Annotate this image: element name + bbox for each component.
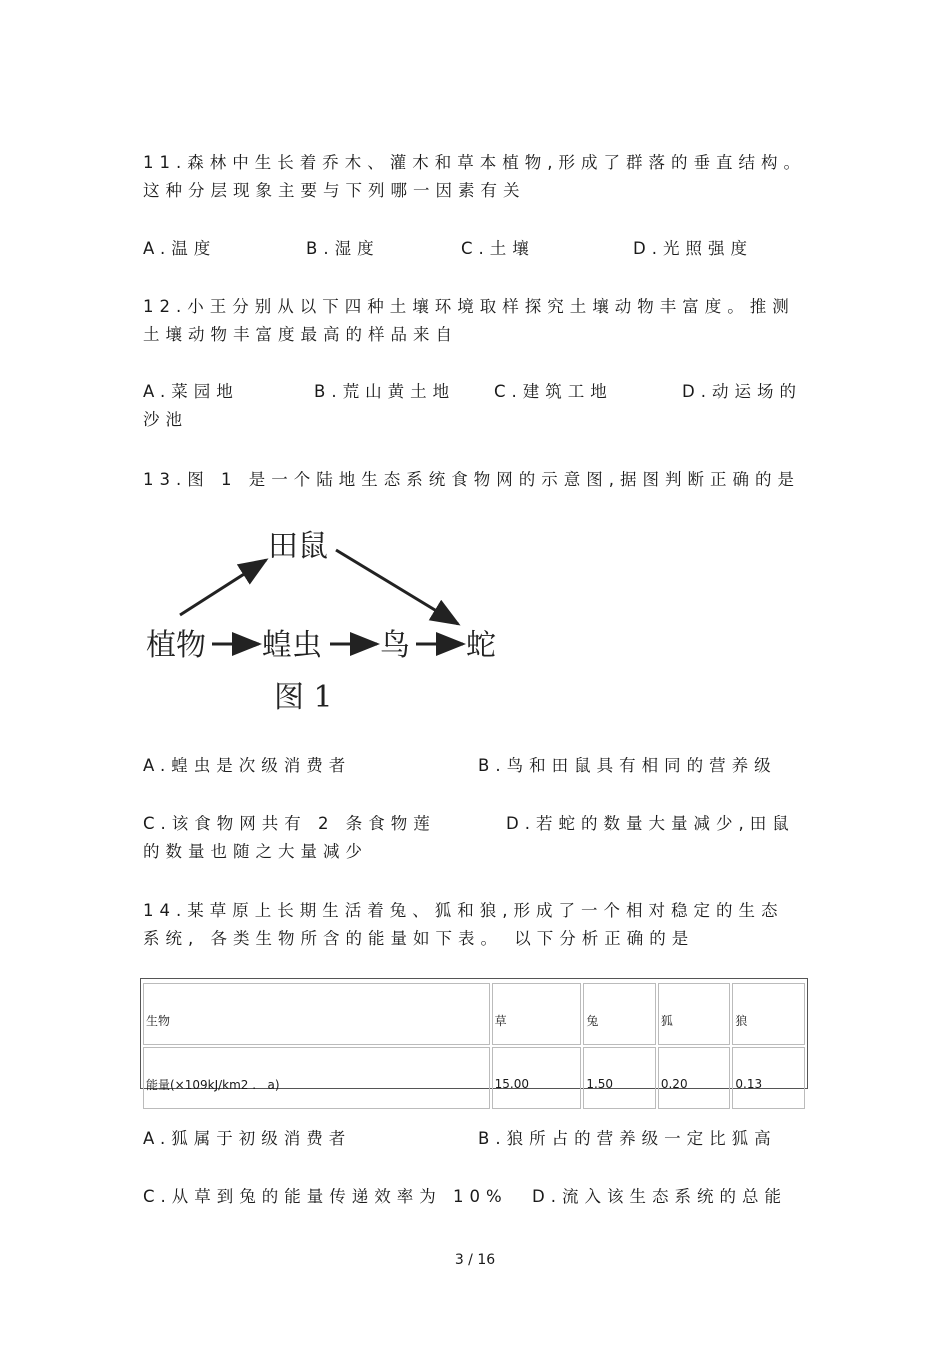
q12-stem-line1: 12.小王分别从以下四种土壤环境取样探究土壤动物丰富度。推测 <box>143 297 795 316</box>
table-cell: 能量(×109kJ/km2 . a) <box>143 1047 490 1109</box>
page-number: 3 / 16 <box>454 1252 496 1268</box>
food-web-node-snake: 蛇 <box>466 628 496 663</box>
table-header-cell: 狐 <box>658 983 731 1045</box>
table-cell: 1.50 <box>583 1047 656 1109</box>
q13-option-d: D.若蛇的数量大量减少,田鼠 <box>506 814 795 833</box>
food-web-figure <box>140 520 520 720</box>
food-web-node-mouse: 田鼠 <box>268 529 328 564</box>
q11-option-c: C.土壤 <box>461 239 535 258</box>
q11-stem-line2: 这种分层现象主要与下列哪一因素有关 <box>143 181 526 200</box>
food-web-node-bird: 鸟 <box>380 628 410 663</box>
table-cell: 0.20 <box>658 1047 731 1109</box>
q11-option-d: D.光照强度 <box>633 239 753 258</box>
q13-option-a: A.蝗虫是次级消费者 <box>143 756 352 775</box>
table-cell: 0.13 <box>732 1047 805 1109</box>
arrow-mouse-to-snake <box>336 550 458 624</box>
table-cell: 15.00 <box>492 1047 582 1109</box>
q14-stem-line2: 系统, 各类生物所含的能量如下表。 以下分析正确的是 <box>143 929 695 948</box>
figure-caption: 图 1 <box>274 680 333 715</box>
food-web-node-locust: 蝗虫 <box>262 628 322 663</box>
q12-stem-line2: 土壤动物丰富度最高的样品来自 <box>143 325 458 344</box>
table-header-cell: 草 <box>492 983 582 1045</box>
energy-table <box>140 978 808 1092</box>
table-header-cell: 狼 <box>732 983 805 1045</box>
q12-option-d-continuation: 沙池 <box>143 410 188 429</box>
q11-option-a: A.温度 <box>143 239 217 258</box>
food-web-node-plant: 植物 <box>146 628 206 663</box>
table-header-row <box>143 983 805 1045</box>
q12-option-a: A.菜园地 <box>143 382 239 401</box>
q14-option-a: A.狐属于初级消费者 <box>143 1129 352 1148</box>
table-row <box>143 1047 805 1109</box>
q14-stem-line1: 14.某草原上长期生活着兔、狐和狼,形成了一个相对稳定的生态 <box>143 901 784 920</box>
table-header-cell: 生物 <box>143 983 490 1045</box>
q11-option-b: B.湿度 <box>306 239 380 258</box>
q11-stem-line1: 11.森林中生长着乔木、灌木和草本植物,形成了群落的垂直结构。 <box>143 153 806 172</box>
q12-option-b: B.荒山黄土地 <box>314 382 456 401</box>
q12-option-d: D.动运场的 <box>682 382 802 401</box>
q13-option-c: C.该食物网共有 2 条食物莲 <box>143 814 436 833</box>
q13-option-b: B.鸟和田鼠具有相同的营养级 <box>478 756 777 775</box>
q12-option-c: C.建筑工地 <box>494 382 613 401</box>
arrow-plant-to-mouse <box>180 560 266 615</box>
q14-option-d: D.流入该生态系统的总能 <box>532 1187 787 1206</box>
table-header-cell: 兔 <box>583 983 656 1045</box>
q13-stem: 13.图 1 是一个陆地生态系统食物网的示意图,据图判断正确的是 <box>143 470 800 489</box>
q13-option-d-continuation: 的数量也随之大量减少 <box>143 842 368 861</box>
q14-option-c: C.从草到兔的能量传递效率为 10% <box>143 1187 508 1206</box>
q14-option-b: B.狼所占的营养级一定比狐高 <box>478 1129 777 1148</box>
